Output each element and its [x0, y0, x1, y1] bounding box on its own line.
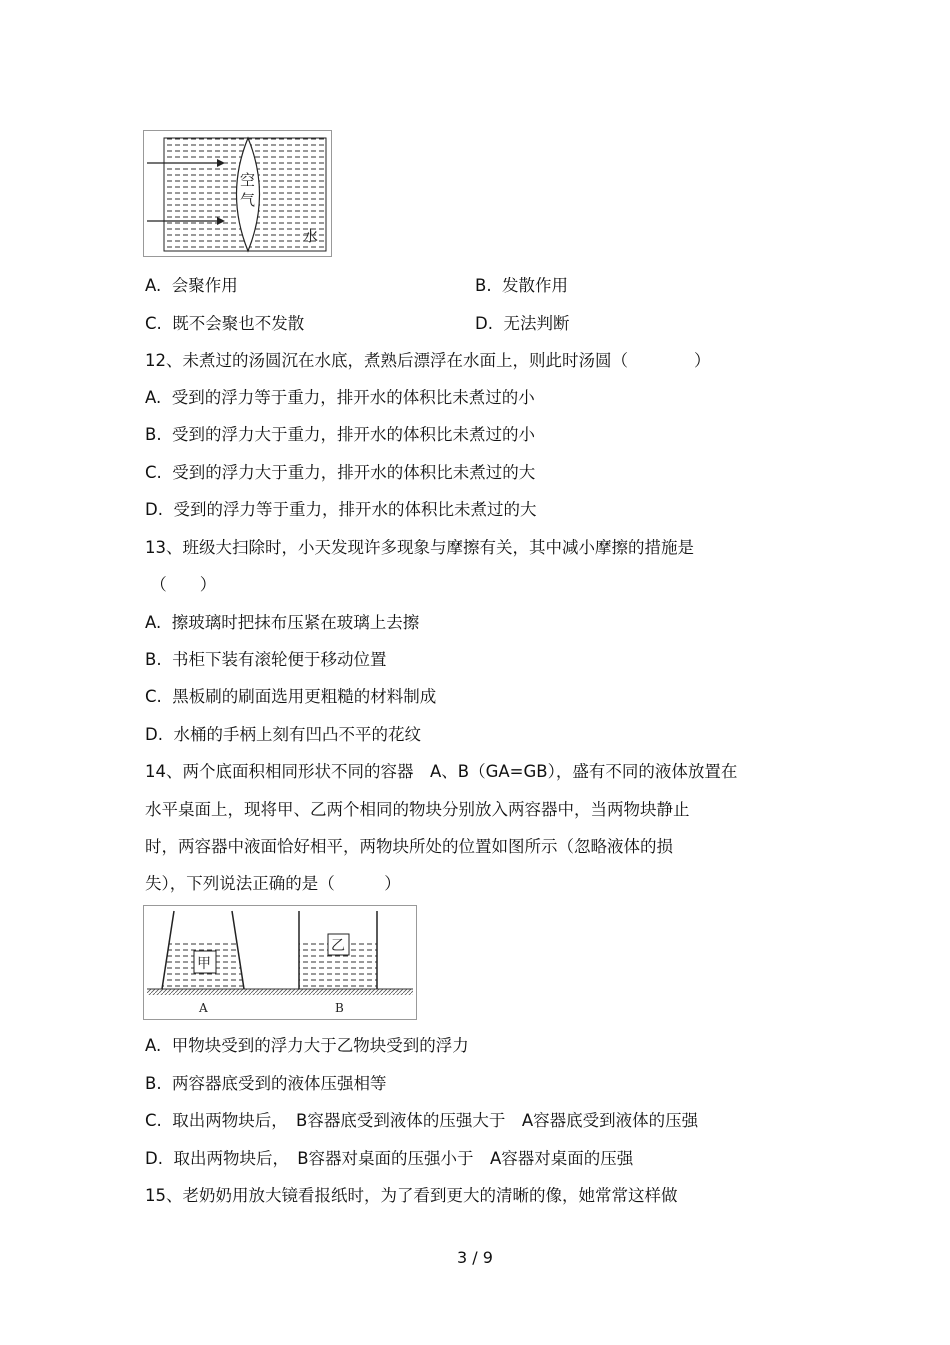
- q13-stem-paren: （ ）: [145, 575, 217, 594]
- air-label: 空: [240, 171, 256, 189]
- q14-stem-line-4: 失），下列说法正确的是（ ）: [145, 874, 401, 893]
- block-b-label: 乙: [331, 938, 345, 954]
- block-a-label: 甲: [197, 956, 211, 972]
- q13-stem: 13、班级大扫除时，小天发现许多现象与摩擦有关，其中减小摩擦的措施是: [145, 538, 694, 557]
- figure-air-lens: [143, 130, 332, 257]
- q13-option-a: A. 擦玻璃时把抹布压紧在玻璃上去擦: [145, 613, 420, 632]
- q13-option-c: C. 黑板刷的刷面选用更粗糙的材料制成: [145, 687, 437, 706]
- q15-stem: 15、老奶奶用放大镜看报纸时，为了看到更大的清晰的像，她常常这样做: [145, 1186, 678, 1205]
- q12-option-a: A. 受到的浮力等于重力，排开水的体积比未煮过的小: [145, 388, 535, 407]
- q12-option-b: B. 受到的浮力大于重力，排开水的体积比未煮过的小: [145, 425, 536, 444]
- water-label: 水: [303, 227, 319, 245]
- q14-option-a: A. 甲物块受到的浮力大于乙物块受到的浮力: [145, 1036, 469, 1055]
- q14-stem-line-2: 水平桌面上，现将甲、乙两个相同的物块分别放入两容器中，当两物块静止: [145, 800, 690, 819]
- q14-option-c: C. 取出两物块后， B容器底受到液体的压强大于 A容器底受到液体的压强: [145, 1111, 699, 1130]
- q11-option-c: C. 既不会聚也不发散: [145, 314, 305, 333]
- q14-option-d: D. 取出两物块后， B容器对桌面的压强小于 A容器对桌面的压强: [145, 1149, 634, 1168]
- page-number: 3 / 9: [457, 1248, 493, 1267]
- q14-stem-line-3: 时，两容器中液面恰好相平，两物块所处的位置如图所示（忽略液体的损: [145, 837, 673, 856]
- q13-option-b: B. 书柜下装有滚轮便于移动位置: [145, 650, 387, 669]
- container-a-label: A: [199, 1001, 208, 1015]
- containers-diagram: [143, 905, 417, 1020]
- air-label-2: 气: [240, 191, 256, 209]
- q12-option-d: D. 受到的浮力等于重力，排开水的体积比未煮过的大: [145, 500, 537, 519]
- q12-option-c: C. 受到的浮力大于重力，排开水的体积比未煮过的大: [145, 463, 536, 482]
- air-lens-diagram: [143, 130, 332, 257]
- q14-stem-line-1: 14、两个底面积相同形状不同的容器 A、B（GA=GB），盛有不同的液体放置在: [145, 762, 738, 781]
- q12-stem: 12、未煮过的汤圆沉在水底，煮熟后漂浮在水面上，则此时汤圆（ ）: [145, 351, 711, 370]
- container-b-label: B: [335, 1001, 344, 1015]
- figure-two-containers: [143, 905, 417, 1020]
- q14-option-b: B. 两容器底受到的液体压强相等: [145, 1074, 387, 1093]
- q11-option-d: D. 无法判断: [475, 314, 570, 333]
- q11-option-a: A. 会聚作用: [145, 276, 238, 295]
- q11-option-b: B. 发散作用: [475, 276, 569, 295]
- q13-option-d: D. 水桶的手柄上刻有凹凸不平的花纹: [145, 725, 421, 744]
